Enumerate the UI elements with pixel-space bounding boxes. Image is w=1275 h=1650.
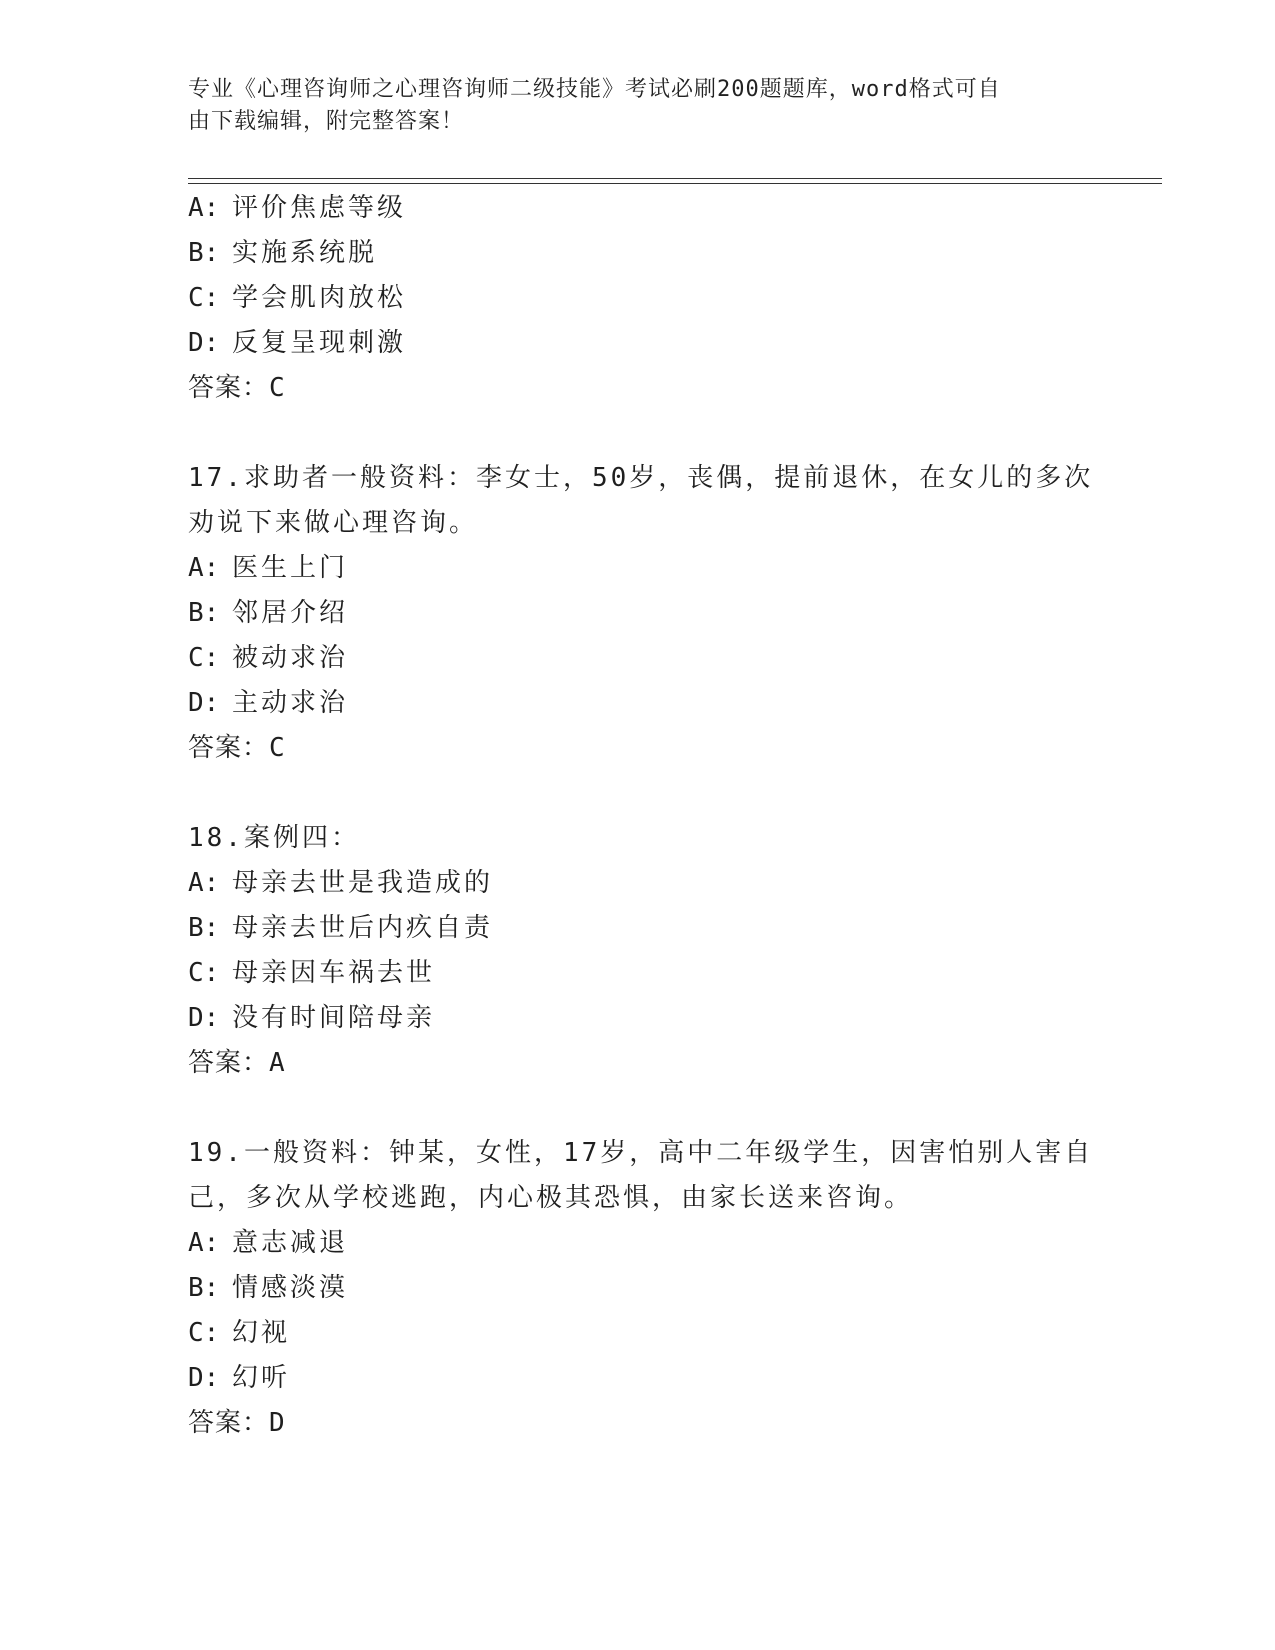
q18-option-a: A: 母亲去世是我造成的 [188,868,494,898]
q19-stem-line-2: 己，多次从学校逃跑，内心极其恐惧，由家长送来咨询。 [188,1183,914,1213]
q16-option-d: D: 反复呈现刺激 [188,328,407,358]
q19-option-d: D: 幻听 [188,1363,291,1393]
document-header [188,74,1068,138]
q19-answer: 答案：D [188,1408,286,1438]
header-line-2: 由下载编辑，附完整答案！ [188,109,465,134]
q17-option-a: A: 医生上门 [188,553,349,583]
q17-answer: 答案：C [188,733,286,763]
q19-stem-line-1: 19.一般资料：钟某，女性，17岁，高中二年级学生，因害怕别人害自 [188,1138,1094,1168]
q18-stem-line-1: 18.案例四： [188,823,360,853]
header-line-1: 专业《心理咨询师之心理咨询师二级技能》考试必刷200题题库，word格式可自 [188,77,1001,102]
q19-option-b: B: 情感淡漠 [188,1273,349,1303]
q19-option-c: C: 幻视 [188,1318,291,1348]
q17-option-d: D: 主动求治 [188,688,349,718]
header-divider-bottom [188,183,1162,184]
q18-option-c: C: 母亲因车祸去世 [188,958,436,988]
q16-option-b: B: 实施系统脱 [188,238,378,268]
q19-option-a: A: 意志减退 [188,1228,349,1258]
q18-option-b: B: 母亲去世后内疚自责 [188,913,494,943]
q16-option-c: C: 学会肌肉放松 [188,283,407,313]
q16-option-a: A: 评价焦虑等级 [188,193,407,223]
q18-option-d: D: 没有时间陪母亲 [188,1003,436,1033]
q17-stem-line-1: 17.求助者一般资料：李女士，50岁，丧偶，提前退休，在女儿的多次 [188,463,1094,493]
q18-answer: 答案：A [188,1048,286,1078]
q17-option-b: B: 邻居介绍 [188,598,349,628]
header-divider-top [188,178,1162,179]
q17-option-c: C: 被动求治 [188,643,349,673]
q17-stem-line-2: 劝说下来做心理咨询。 [188,508,479,538]
q16-answer: 答案：C [188,373,286,403]
